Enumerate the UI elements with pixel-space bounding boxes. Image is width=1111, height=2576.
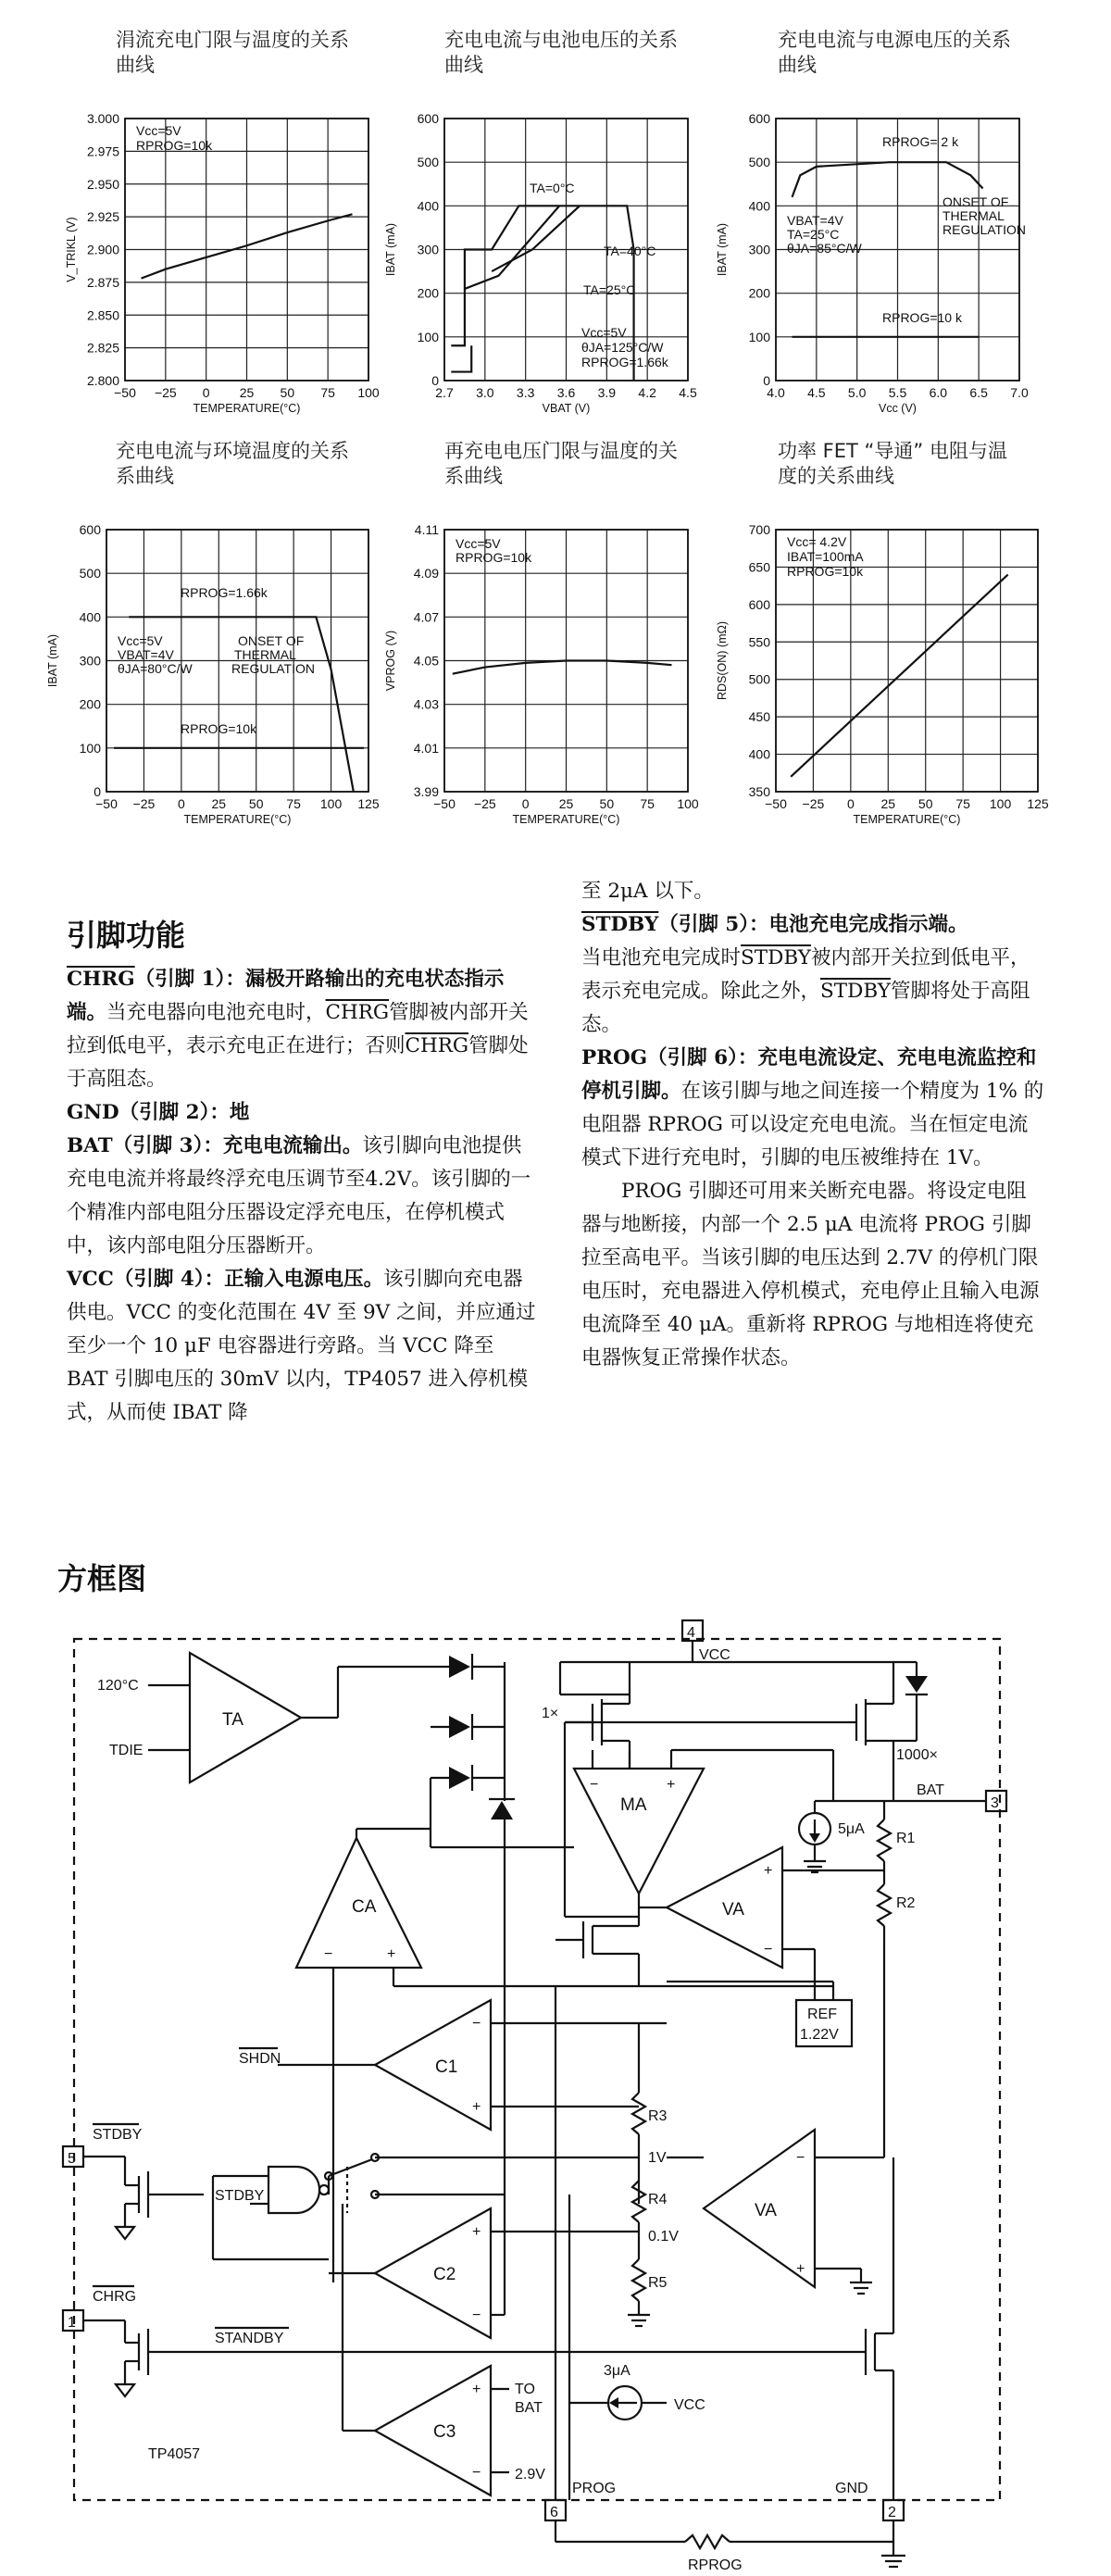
bat-label: BAT [917, 1782, 944, 1798]
pin-stdby: STDBY（引脚 5）：电池充电完成指示端。 [581, 913, 968, 936]
transistor-1000x [824, 1662, 893, 1801]
y-tick-label: 500 [748, 155, 770, 170]
y-tick-label: 4.07 [413, 609, 439, 625]
standby-label: STANDBY [215, 2331, 284, 2346]
ta-label: TA [222, 1710, 243, 1730]
x-tick-label: 3.3 [516, 385, 535, 400]
y-tick-label: 500 [417, 155, 439, 170]
x-tick-label: 3.0 [476, 385, 494, 400]
x-tick-label: 4.2 [638, 385, 656, 400]
pin-1-label: 1 [68, 2315, 76, 2331]
y-tick-label: 4.05 [413, 653, 439, 669]
chart-1 [65, 111, 380, 415]
x-tick-label: 3.6 [556, 385, 576, 400]
chart-annotation: TA=0°C [530, 181, 575, 195]
chart-5 [384, 522, 699, 826]
chart-annotation: RPROG=10k [456, 550, 532, 565]
svg-text:+: + [796, 2261, 805, 2277]
x-tick-label: 100 [989, 796, 1012, 811]
y-tick-label: 0 [763, 373, 770, 388]
x-tick-label: 4.5 [807, 385, 826, 400]
chart-annotation: VBAT=4V [787, 213, 843, 228]
y-tick-label: 3.000 [86, 111, 119, 126]
svg-text:+: + [764, 1863, 773, 1879]
svg-text:−: − [472, 2465, 481, 2481]
chart-annotation: RPROG=10k [181, 721, 257, 736]
x-tick-label: −25 [132, 796, 156, 811]
ca-label: CA [352, 1897, 377, 1917]
x-tick-label: 4.5 [679, 385, 697, 400]
x-axis-label: TEMPERATURE(°C) [193, 402, 301, 415]
pin-functions-heading: 引脚功能 [67, 918, 186, 953]
to-bat-label: BAT [515, 2400, 543, 2416]
y-tick-label: 600 [748, 111, 770, 126]
x-tick-label: −50 [95, 796, 118, 811]
pin-4-label: 4 [687, 1625, 695, 1641]
c1-label: C1 [435, 2057, 458, 2077]
y-tick-label: 2.825 [86, 340, 119, 356]
rprog-label: RPROG [688, 2557, 743, 2573]
vcc-label: VCC [699, 1647, 730, 1663]
y-tick-label: 600 [79, 522, 101, 537]
five-ua-label: 5μA [838, 1821, 865, 1837]
c3-label: C3 [433, 2422, 456, 2442]
svg-text:−: − [472, 2307, 481, 2323]
y-axis-label: RDS(ON) (mΩ) [716, 620, 729, 701]
chart-annotation: RPROG= 2 k [882, 134, 959, 149]
chart-annotation: RPROG=1.66k [181, 585, 268, 600]
pin-bat: BAT（引脚 3）：充电电流输出。该引脚向电池提供充电电流并将最终浮充电压调节至4.2V。该引脚的一个精准内部电阻分压器设定浮充电压，在停机模式中，该内部电阻分压器断开。 [67, 1134, 531, 1257]
y-axis-label: IBAT (mA) [716, 222, 729, 277]
chart-annotation: θJA=85°C/W [787, 241, 862, 256]
chart-annotation: VBAT=4V [118, 647, 174, 662]
chart-3 [716, 111, 1029, 415]
y-tick-label: 2.900 [86, 242, 119, 257]
resistor-r3 [632, 2093, 645, 2134]
x-tick-label: −50 [765, 796, 787, 811]
c2-label: C2 [433, 2265, 456, 2284]
x-tick-label: 3.9 [597, 385, 617, 400]
y-tick-label: 4.01 [413, 740, 439, 756]
chart-title-rdson: 功率 FET “导通” 电阻与温 度的关系曲线 [778, 440, 1007, 487]
svg-text:−: − [324, 1946, 333, 1962]
x-tick-label: 75 [286, 796, 301, 811]
one-x-label: 1× [542, 1706, 559, 1721]
x-tick-label: 100 [357, 385, 380, 400]
y-tick-label: 200 [417, 285, 439, 301]
svg-text:+: + [472, 2224, 481, 2240]
y-tick-label: 200 [748, 285, 770, 301]
y-tick-label: 650 [748, 559, 770, 575]
chart-annotation: Vcc=5V [118, 633, 163, 648]
x-tick-label: −25 [802, 796, 825, 811]
chart-4 [46, 522, 380, 826]
chart-annotation: ONSET OF [942, 194, 1009, 209]
x-tick-label: 25 [211, 796, 227, 811]
pin-prog: PROG（引脚 6）：充电电流设定、充电电流监控和停机引脚。在该引脚与地之间连接一个精度为 1% 的电阻器 RPROG 可以设定充电电流。当在恒定电流模式下进行充电时，引脚的电压被维持在 1V。 [581, 1046, 1044, 1169]
v29-label: 2.9V [515, 2467, 545, 2482]
gnd-transistor [866, 2157, 893, 2500]
vcc-label-2: VCC [674, 2397, 705, 2413]
pin-vcc: VCC（引脚 4）：正输入电源电压。该引脚向充电器供电。VCC 的变化范围在 4V 至 9V 之间，并应通过至少一个 10 μF 电容器进行旁路。当 VCC 降至 BAT 引脚电压的 30mV 以内，TP4057 进入停机模式，从而使 IBAT 降 [67, 1268, 536, 1424]
y-tick-label: 300 [79, 653, 101, 669]
x-tick-label: −50 [114, 385, 136, 400]
resistor-rprog [685, 2535, 730, 2548]
y-tick-label: 500 [79, 566, 101, 581]
chart-annotation: THERMAL [234, 647, 296, 662]
chart-title-recharge: 再充电电压门限与温度的关 系曲线 [444, 440, 678, 487]
chart-annotation: Vcc=5V [136, 123, 181, 138]
chart-annotation: TA=40°C [604, 244, 656, 258]
diode-1 [449, 1654, 472, 1680]
y-tick-label: 300 [417, 242, 439, 257]
diode-2 [449, 1714, 472, 1740]
x-tick-label: 50 [918, 796, 933, 811]
y-tick-label: 2.925 [86, 209, 119, 225]
chart-annotation: Vcc= 4.2V [787, 534, 847, 549]
chrg-pin-label: CHRG [93, 2289, 137, 2305]
ta-amplifier [190, 1653, 301, 1782]
pin-gnd: GND（引脚 2）：地 [67, 1101, 250, 1124]
pin-prog-2: PROG 引脚还可用来关断充电器。将设定电阻器与地断接，内部一个 2.5 μA 电流将 PROG 引脚拉至高电平。当该引脚的电压达到 2.7V 的停机门限电压时，充电器进入停机模式，充电停止且输入电源电流降至 40 μA。重新将 RPROG 与地相连将使充电器恢复正常操作状态。 [581, 1180, 1040, 1369]
r5-label: R5 [648, 2275, 668, 2291]
y-axis-label: IBAT (mA) [46, 633, 59, 688]
x-tick-label: 75 [320, 385, 335, 400]
chart-annotation: Vcc=5V [456, 536, 501, 551]
x-tick-label: 5.0 [847, 385, 867, 400]
block-diagram [0, 1611, 1111, 2576]
y-tick-label: 2.800 [86, 373, 119, 388]
chart-annotation: RPROG=1.66k [581, 355, 668, 369]
y-tick-label: 200 [79, 696, 101, 712]
chart-annotation: THERMAL [942, 208, 1005, 223]
r1-label: R1 [896, 1831, 916, 1846]
y-tick-label: 300 [748, 242, 770, 257]
y-axis-label: V_TRIKL (V) [65, 217, 78, 282]
diode-3 [449, 1765, 472, 1791]
x-tick-label: 100 [319, 796, 343, 811]
chart-annotation: IBAT=100mA [787, 549, 864, 564]
chart-annotation: θJA=80°C/W [118, 661, 193, 676]
svg-text:−: − [472, 2016, 481, 2032]
temp-120-label: 120°C [97, 1678, 139, 1694]
pin-chrg: CHRG（引脚 1）：漏极开路输出的充电状态指示端。当充电器向电池充电时，CHRG管脚被内部开关拉到低电平，表示充电正在进行；否则CHRG管脚处于高阻态。 [67, 968, 529, 1091]
svg-text:−: − [796, 2150, 805, 2166]
chart-6 [716, 522, 1049, 826]
chart-annotation: TA=25°C [583, 282, 636, 297]
y-tick-label: 600 [417, 111, 439, 126]
va-label-2: VA [755, 2201, 777, 2220]
x-tick-label: −25 [154, 385, 177, 400]
x-tick-label: 25 [558, 796, 574, 811]
resistor-r1 [878, 1819, 891, 1861]
y-tick-label: 700 [748, 522, 770, 537]
x-tick-label: 75 [955, 796, 970, 811]
curve-rprog-2k [793, 162, 983, 197]
x-axis-label: VBAT (V) [542, 402, 591, 415]
chart-title-ibat-temp: 充电电流与环境温度的关系 系曲线 [116, 440, 349, 487]
prog-label: PROG [572, 2481, 617, 2496]
chart-annotation: RPROG=10k [136, 138, 213, 153]
chart-title-trickle: 涓流充电门限与温度的关系 曲线 [116, 29, 349, 76]
y-tick-label: 2.875 [86, 274, 119, 290]
ma-label: MA [620, 1795, 647, 1815]
y-tick-label: 4.09 [413, 566, 439, 581]
r4-label: R4 [648, 2192, 668, 2207]
point1-volt-label: 0.1V [648, 2229, 679, 2245]
x-tick-label: 6.0 [929, 385, 948, 400]
x-axis-label: Vcc (V) [879, 402, 917, 415]
x-tick-label: 4.0 [767, 385, 785, 400]
va-label-1: VA [722, 1900, 744, 1919]
pin-3-label: 3 [991, 1795, 999, 1811]
gnd-label: GND [835, 2481, 868, 2496]
tdie-label: TDIE [109, 1743, 144, 1758]
y-tick-label: 550 [748, 634, 770, 650]
y-tick-label: 400 [748, 198, 770, 214]
y-tick-label: 350 [748, 784, 770, 799]
chart-annotation: TA=25°C [787, 227, 840, 242]
y-tick-label: 2.975 [86, 144, 119, 159]
y-tick-label: 450 [748, 709, 770, 725]
y-tick-label: 100 [79, 740, 101, 756]
x-tick-label: −50 [433, 796, 456, 811]
tp4057-label: TP4057 [148, 2446, 201, 2462]
y-tick-label: 2.950 [86, 176, 119, 192]
x-tick-label: 7.0 [1010, 385, 1029, 400]
chart-annotation: RPROG=10k [787, 564, 864, 579]
stdby-pin-label: STDBY [93, 2127, 143, 2143]
pin-vcc-cont: 至 2μA 以下。 [581, 880, 714, 903]
ref-label: REF [807, 2007, 837, 2022]
resistor-r5 [632, 2259, 645, 2301]
x-tick-label: 0 [846, 796, 855, 811]
y-tick-label: 100 [417, 329, 439, 344]
shdn-label: SHDN [239, 2051, 281, 2067]
x-tick-label: −25 [473, 796, 496, 811]
svg-text:+: + [667, 1777, 676, 1793]
pin-2-label: 2 [888, 2505, 896, 2520]
y-tick-label: 0 [431, 373, 439, 388]
ref-voltage-label: 1.22V [800, 2027, 839, 2043]
one-volt-label: 1V [648, 2150, 667, 2166]
diode-4 [489, 1799, 515, 1819]
trickle-line [451, 345, 471, 371]
transistor-mid [556, 1917, 639, 1958]
x-tick-label: 6.5 [969, 385, 988, 400]
pin-5-label: 5 [68, 2151, 76, 2167]
x-axis-label: TEMPERATURE(°C) [183, 813, 292, 826]
thousand-x-label: 1000× [896, 1747, 938, 1763]
to-label: TO [515, 2382, 535, 2397]
x-tick-label: 50 [280, 385, 295, 400]
y-tick-label: 0 [94, 784, 101, 799]
chart-annotation: Vcc=5V [581, 325, 627, 340]
x-tick-label: 50 [248, 796, 264, 811]
x-tick-label: 0 [202, 385, 210, 400]
y-tick-label: 4.11 [414, 522, 439, 537]
svg-text:+: + [472, 2382, 481, 2397]
x-tick-label: 75 [640, 796, 655, 811]
charts-area [0, 0, 1111, 833]
pin-6-label: 6 [550, 2505, 558, 2520]
x-tick-label: 2.7 [435, 385, 454, 400]
nand-gate [268, 2167, 319, 2213]
x-tick-label: 125 [1027, 796, 1049, 811]
y-tick-label: 400 [79, 609, 101, 625]
chart-title-ibat-vbat: 充电电流与电池电压的关系 曲线 [444, 29, 678, 76]
r2-label: R2 [896, 1895, 916, 1911]
y-tick-label: 4.03 [413, 696, 439, 712]
y-tick-label: 400 [417, 198, 439, 214]
block-diagram-heading: 方框图 [57, 1561, 147, 1596]
x-tick-label: 25 [239, 385, 255, 400]
chart-annotation: REGULATION [231, 661, 315, 676]
x-axis-label: TEMPERATURE(°C) [512, 813, 620, 826]
x-tick-label: 100 [677, 796, 699, 811]
y-tick-label: 2.850 [86, 307, 119, 323]
y-tick-label: 400 [748, 746, 770, 762]
pin-col-left [67, 963, 541, 1430]
chart-2 [384, 111, 697, 415]
r3-label: R3 [648, 2108, 668, 2124]
svg-text:+: + [472, 2099, 481, 2115]
stdby-label: STDBY [215, 2188, 265, 2204]
x-tick-label: 125 [357, 796, 380, 811]
stdby-transistor [125, 2171, 204, 2218]
three-ua-label: 3μA [604, 2363, 630, 2379]
y-tick-label: 600 [748, 596, 770, 612]
resistor-r2 [878, 1884, 891, 1926]
chart-annotation: REGULATION [942, 222, 1026, 237]
pin-col-right: 至 2μA 以下。 STDBY（引脚 5）：电池充电完成指示端。 当电池充电完成时STDBY被内部开关拉到低电平，表示充电完成。除此之外，STDBY管脚将处于高阻态。 PROG（引脚 6）：充电电流设定、充电电流监控和停机引脚。在该引脚与地之间连接一个精度为 1% 的电阻器 RPROG 可以设定充电电流。当在恒定电流模式下进行充电时，引脚的电压被维持在 1V。 PROG 引脚还可用来关断充电器。将设定电阻器与地断接，内部一个 2.5 μA 电流将 PROG 引脚拉至高电平。当该引脚的电压达到 2.7V 的停机门限电压时，充电器进入停机模式，充电停止且输入电源电流降至 40 μA。重新将 RPROG 与地相连将使充电器恢复正常操作状态。 [581, 875, 1044, 1375]
x-tick-label: 0 [177, 796, 185, 811]
svg-text:−: − [764, 1942, 773, 1957]
y-axis-label: VPROG (V) [384, 630, 397, 692]
y-tick-label: 3.99 [413, 784, 439, 799]
chart-title-ibat-vcc: 充电电流与电源电压的关系 曲线 [778, 29, 1011, 76]
x-tick-label: 25 [880, 796, 896, 811]
y-axis-label: IBAT (mA) [384, 222, 397, 277]
chart-annotation: RPROG=10 k [882, 310, 962, 325]
x-axis-label: TEMPERATURE(°C) [853, 813, 961, 826]
y-tick-label: 100 [748, 329, 770, 344]
chart-annotation: ONSET OF [238, 633, 305, 648]
x-tick-label: 50 [599, 796, 615, 811]
y-tick-label: 500 [748, 671, 770, 687]
svg-text:+: + [387, 1946, 396, 1962]
chart-annotation: θJA=125°C/W [581, 340, 664, 355]
x-tick-label: 5.5 [888, 385, 907, 400]
x-tick-label: 0 [521, 796, 530, 811]
svg-text:−: − [590, 1777, 599, 1793]
transistor-1x [565, 1694, 630, 1769]
